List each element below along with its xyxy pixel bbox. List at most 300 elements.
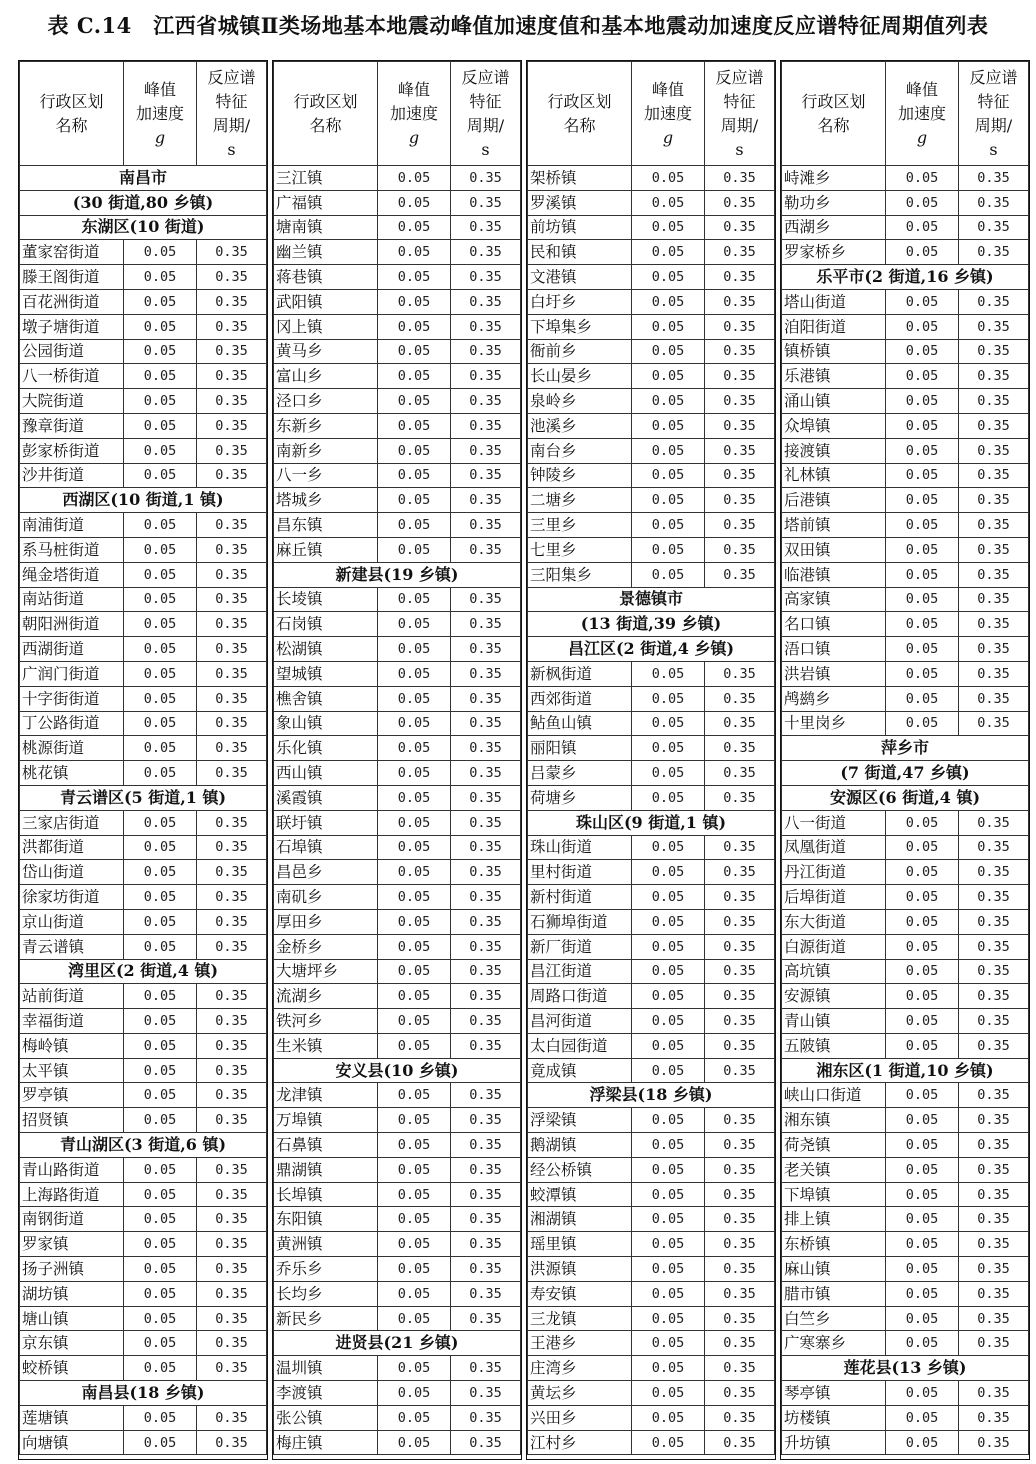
period-value: 0.35 [451,463,521,488]
group-header-row [20,190,267,215]
header-pga-line: 峰值 [397,79,430,99]
period-value: 0.35 [959,959,1029,984]
table-row [782,166,1029,191]
pga-value: 0.05 [124,1232,197,1257]
period-value: 0.35 [197,314,267,339]
pga-value: 0.05 [124,661,197,686]
region-name: 老关镇 [782,1157,886,1182]
region-name: 松湖镇 [274,637,378,662]
period-value: 0.35 [705,1405,775,1430]
region-name: 广寒寨乡 [782,1331,886,1356]
table-row [782,810,1029,835]
table-row [528,1133,775,1158]
region-name: 乐港镇 [782,364,886,389]
region-name: 鹅湖镇 [528,1133,632,1158]
pga-value: 0.05 [886,1257,959,1282]
table-row [20,1257,267,1282]
region-name: 董家窑街道 [20,240,124,265]
pga-value: 0.05 [378,612,451,637]
table-row [20,1405,267,1430]
table-row [782,1306,1029,1331]
period-value: 0.35 [451,835,521,860]
region-name: 南浦街道 [20,513,124,538]
table-row [20,909,267,934]
table-row [20,562,267,587]
region-name: 临港镇 [782,562,886,587]
table-row [20,661,267,686]
pga-value: 0.05 [886,835,959,860]
table-row [20,1058,267,1083]
region-name: 龙津镇 [274,1083,378,1108]
period-value: 0.35 [451,265,521,290]
pga-value: 0.05 [378,1182,451,1207]
group-header: 新建县(19 乡镇) [274,562,521,587]
pga-value: 0.05 [632,1281,705,1306]
table-row [274,463,521,488]
table-row [782,339,1029,364]
group-header: 安源区(6 街道,4 镇) [782,785,1029,810]
table-row [782,537,1029,562]
region-name: 公园街道 [20,339,124,364]
region-name: 罗家镇 [20,1232,124,1257]
period-value: 0.35 [705,1133,775,1158]
table-row [782,835,1029,860]
table-row [528,860,775,885]
period-value: 0.35 [705,537,775,562]
pga-value: 0.05 [124,1331,197,1356]
period-value: 0.35 [959,1009,1029,1034]
group-header-row [20,1133,267,1158]
pga-value: 0.05 [378,637,451,662]
region-name: 双田镇 [782,537,886,562]
region-name: 扬子洲镇 [20,1257,124,1282]
period-value: 0.35 [451,612,521,637]
period-value: 0.35 [959,562,1029,587]
region-name: 名口镇 [782,612,886,637]
period-value: 0.35 [705,1381,775,1406]
pga-value: 0.05 [632,909,705,934]
table-row [274,1405,521,1430]
pga-value: 0.05 [886,810,959,835]
header-name-line: 名称 [55,115,88,135]
group-header: 青云谱区(5 街道,1 镇) [20,785,267,810]
pga-value: 0.05 [124,1257,197,1282]
period-value: 0.35 [197,1182,267,1207]
pga-value: 0.05 [124,1033,197,1058]
group-header: 昌江区(2 街道,4 乡镇) [528,637,775,662]
table-row [274,339,521,364]
table-row [20,513,267,538]
header-pga-line: 加速度 [389,103,438,123]
period-value: 0.35 [959,1207,1029,1232]
period-value: 0.35 [959,1033,1029,1058]
header-pga-line: 加速度 [897,103,946,123]
pga-value: 0.05 [886,1033,959,1058]
region-name: 浯口镇 [782,637,886,662]
pga-value: 0.05 [378,1257,451,1282]
period-value: 0.35 [197,711,267,736]
period-value: 0.35 [959,1405,1029,1430]
table-row [274,166,521,191]
pga-value: 0.05 [378,240,451,265]
table-row [20,1009,267,1034]
period-value: 0.35 [451,240,521,265]
table-row [20,265,267,290]
region-name: 太白园街道 [528,1033,632,1058]
pga-value: 0.05 [378,736,451,761]
region-name: 西山镇 [274,761,378,786]
period-value: 0.35 [705,1009,775,1034]
table-row [782,314,1029,339]
pga-value: 0.05 [886,1232,959,1257]
period-value: 0.35 [705,1306,775,1331]
table-row [528,1405,775,1430]
table-row [20,810,267,835]
region-name: 上海路街道 [20,1182,124,1207]
table-row [528,835,775,860]
pga-value: 0.05 [378,1306,451,1331]
table-row [20,289,267,314]
table-row [528,711,775,736]
pga-value: 0.05 [124,537,197,562]
pga-value: 0.05 [886,339,959,364]
region-name: 洪源镇 [528,1257,632,1282]
period-value: 0.35 [959,1133,1029,1158]
header-period-line: 周期/ [720,115,759,135]
region-name: 五陂镇 [782,1033,886,1058]
pga-value: 0.05 [632,686,705,711]
region-name: 塔城乡 [274,488,378,513]
header-pga [378,62,451,166]
region-name: 东大街道 [782,909,886,934]
pga-value: 0.05 [886,612,959,637]
period-value: 0.35 [451,389,521,414]
pga-value: 0.05 [124,463,197,488]
table-row [274,1232,521,1257]
header-period-line: 特征 [723,91,756,111]
period-value: 0.35 [451,810,521,835]
region-name: 站前街道 [20,984,124,1009]
region-name: 塔前镇 [782,513,886,538]
table-row [274,1133,521,1158]
table-row [782,389,1029,414]
period-value: 0.35 [197,513,267,538]
period-value: 0.35 [197,1083,267,1108]
period-value: 0.35 [197,1331,267,1356]
period-value: 0.35 [451,1232,521,1257]
group-header: 西湖区(10 街道,1 镇) [20,488,267,513]
table-row [782,1182,1029,1207]
region-name: 徐家坊街道 [20,885,124,910]
pga-value: 0.05 [378,711,451,736]
region-name: 豫章街道 [20,413,124,438]
period-value: 0.35 [197,1009,267,1034]
pga-value: 0.05 [886,1083,959,1108]
table-row [528,265,775,290]
table-row [274,438,521,463]
table-column-3 [526,60,776,1460]
region-name: 温圳镇 [274,1356,378,1381]
region-name: 荷尧镇 [782,1133,886,1158]
pga-value: 0.05 [886,1331,959,1356]
group-header-row [782,761,1029,786]
pga-value: 0.05 [378,959,451,984]
region-name: 青云谱镇 [20,934,124,959]
pga-value: 0.05 [378,1108,451,1133]
region-name: 南站街道 [20,587,124,612]
region-name: 麻丘镇 [274,537,378,562]
table-row [782,562,1029,587]
table-row [528,1430,775,1455]
header-pga-line: 加速度 [135,103,184,123]
region-name: 系马桩街道 [20,537,124,562]
table-row [782,934,1029,959]
pga-value: 0.05 [378,190,451,215]
pga-value: 0.05 [124,339,197,364]
period-value: 0.35 [451,1257,521,1282]
region-name: 昌东镇 [274,513,378,538]
table-row [782,413,1029,438]
period-value: 0.35 [705,1356,775,1381]
table-row [274,364,521,389]
period-value: 0.35 [451,537,521,562]
table-row [274,1083,521,1108]
period-value: 0.35 [197,1356,267,1381]
period-value: 0.35 [197,1306,267,1331]
pga-value: 0.05 [886,661,959,686]
region-name: 寿安镇 [528,1281,632,1306]
table-row [20,934,267,959]
header-pga [632,62,705,166]
region-name: 王港乡 [528,1331,632,1356]
pga-value: 0.05 [124,413,197,438]
period-value: 0.35 [197,1157,267,1182]
header-row [20,62,267,166]
period-value: 0.35 [197,537,267,562]
table-row [528,736,775,761]
region-name: 吕蒙乡 [528,761,632,786]
period-value: 0.35 [451,166,521,191]
pga-value: 0.05 [378,463,451,488]
region-name: 升坊镇 [782,1430,886,1455]
region-name: 黄马乡 [274,339,378,364]
header-name-line: 名称 [563,115,596,135]
period-value: 0.35 [705,364,775,389]
table-row [528,785,775,810]
pga-value: 0.05 [124,1108,197,1133]
header-name-line: 行政区划 [39,91,104,111]
period-value: 0.35 [705,339,775,364]
table-row [274,661,521,686]
region-name: 幸福街道 [20,1009,124,1034]
table-row [274,736,521,761]
pga-value: 0.05 [378,1405,451,1430]
region-name: 广润门街道 [20,661,124,686]
header-name [782,62,886,166]
table-row [274,686,521,711]
header-pga-line: g [916,127,928,147]
header-pga [124,62,197,166]
period-value: 0.35 [705,761,775,786]
pga-value: 0.05 [632,513,705,538]
period-value: 0.35 [197,909,267,934]
table-row [782,463,1029,488]
region-name: 坊楼镇 [782,1405,886,1430]
period-value: 0.35 [705,265,775,290]
pga-value: 0.05 [124,1083,197,1108]
region-name: 安源镇 [782,984,886,1009]
pga-value: 0.05 [378,1207,451,1232]
table-row [20,1157,267,1182]
group-header-row [20,488,267,513]
region-name: 泉岭乡 [528,389,632,414]
period-value: 0.35 [705,1232,775,1257]
period-value: 0.35 [451,637,521,662]
period-value: 0.35 [451,413,521,438]
table-row [782,686,1029,711]
region-name: 绳金塔街道 [20,562,124,587]
pga-value: 0.05 [632,413,705,438]
group-header-row [274,562,521,587]
region-name: 池溪乡 [528,413,632,438]
group-header-row [528,810,775,835]
period-value: 0.35 [705,785,775,810]
table-row [528,513,775,538]
period-value: 0.35 [705,166,775,191]
region-name: 石鼻镇 [274,1133,378,1158]
pga-value: 0.05 [886,686,959,711]
header-row [782,62,1029,166]
period-value: 0.35 [705,909,775,934]
table-row [274,1306,521,1331]
period-value: 0.35 [451,364,521,389]
table-row [528,1381,775,1406]
header-name-line: 行政区划 [293,91,358,111]
region-name: 蛟潭镇 [528,1182,632,1207]
region-name: 凤凰街道 [782,835,886,860]
region-name: 湘湖镇 [528,1207,632,1232]
pga-value: 0.05 [886,166,959,191]
pga-value: 0.05 [378,314,451,339]
period-value: 0.35 [197,1058,267,1083]
period-value: 0.35 [959,413,1029,438]
period-value: 0.35 [959,1257,1029,1282]
period-value: 0.35 [197,860,267,885]
pga-value: 0.05 [886,438,959,463]
pga-value: 0.05 [124,1157,197,1182]
period-value: 0.35 [705,413,775,438]
period-value: 0.35 [451,885,521,910]
pga-value: 0.05 [886,1405,959,1430]
table-title: 表 C.14 江西省城镇Ⅱ类场地基本地震动峰值加速度值和基本地震动加速度反应谱特征周期值列表 [47,13,989,38]
pga-value: 0.05 [632,1133,705,1158]
seismic-table [781,61,1029,1455]
table-row [782,984,1029,1009]
table-row [274,537,521,562]
region-name: 望城镇 [274,661,378,686]
header-period-line: s [481,139,490,159]
period-value: 0.35 [197,661,267,686]
period-value: 0.35 [959,1232,1029,1257]
pga-value: 0.05 [124,736,197,761]
region-name: 幽兰镇 [274,240,378,265]
period-value: 0.35 [959,166,1029,191]
period-value: 0.35 [451,513,521,538]
table-row [20,463,267,488]
pga-value: 0.05 [124,389,197,414]
period-value: 0.35 [959,339,1029,364]
region-name: 白源街道 [782,934,886,959]
table-row [274,785,521,810]
table-row [274,885,521,910]
pga-value: 0.05 [124,934,197,959]
table-row [274,265,521,290]
region-name: 荷塘乡 [528,785,632,810]
period-value: 0.35 [451,1381,521,1406]
period-value: 0.35 [959,637,1029,662]
region-name: 昌江街道 [528,959,632,984]
table-row [528,1306,775,1331]
region-name: 十里岗乡 [782,711,886,736]
region-name: 琴亭镇 [782,1381,886,1406]
region-name: 竟成镇 [528,1058,632,1083]
region-name: 生米镇 [274,1033,378,1058]
region-name: 青山镇 [782,1009,886,1034]
region-name: 乐化镇 [274,736,378,761]
region-name: 新村街道 [528,885,632,910]
pga-value: 0.05 [124,1182,197,1207]
group-header: 浮梁县(18 乡镇) [528,1083,775,1108]
pga-value: 0.05 [378,686,451,711]
table-row [782,488,1029,513]
region-name: 高坑镇 [782,959,886,984]
table-row [528,909,775,934]
table-row [274,488,521,513]
table-row [528,761,775,786]
period-value: 0.35 [959,1430,1029,1455]
pga-value: 0.05 [378,984,451,1009]
region-name: 沙井街道 [20,463,124,488]
pga-value: 0.05 [124,885,197,910]
pga-value: 0.05 [378,166,451,191]
period-value: 0.35 [451,1207,521,1232]
region-name: 钟陵乡 [528,463,632,488]
pga-value: 0.05 [632,1207,705,1232]
region-name: 张公镇 [274,1405,378,1430]
period-value: 0.35 [959,1108,1029,1133]
pga-value: 0.05 [632,314,705,339]
period-value: 0.35 [959,513,1029,538]
region-name: 罗家桥乡 [782,240,886,265]
pga-value: 0.05 [886,314,959,339]
region-name: 太平镇 [20,1058,124,1083]
table-row [20,1430,267,1455]
pga-value: 0.05 [632,289,705,314]
region-name: 西湖街道 [20,637,124,662]
period-value: 0.35 [959,984,1029,1009]
period-value: 0.35 [197,587,267,612]
period-value: 0.35 [705,463,775,488]
pga-value: 0.05 [124,289,197,314]
table-row [528,1182,775,1207]
period-value: 0.35 [959,909,1029,934]
period-value: 0.35 [451,1033,521,1058]
table-row [20,413,267,438]
period-value: 0.35 [197,761,267,786]
table-row [20,1306,267,1331]
table-row [20,438,267,463]
region-name: 架桥镇 [528,166,632,191]
